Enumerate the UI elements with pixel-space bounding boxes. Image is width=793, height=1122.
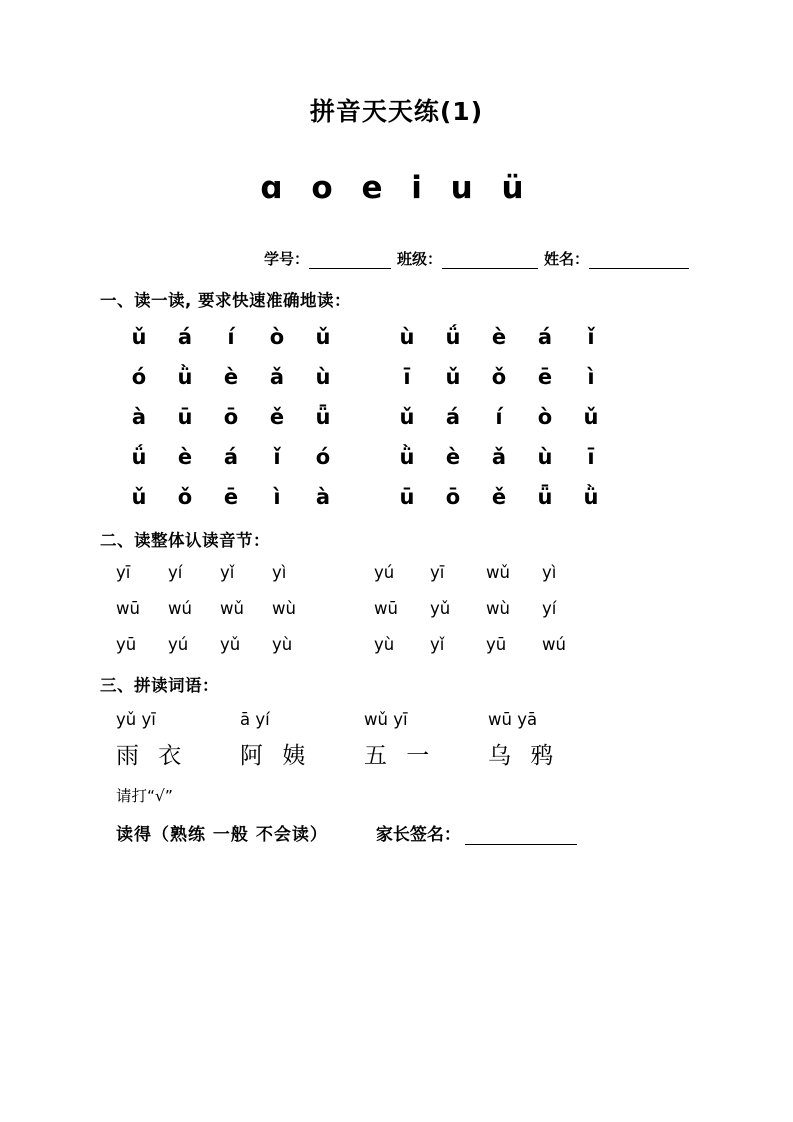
pinyin-cell: í: [227, 325, 235, 349]
section-one-rows: [100, 325, 693, 509]
pinyin-cell: à: [315, 485, 331, 509]
word-hanzi-row: [100, 737, 693, 770]
pinyin-cell: ì: [587, 365, 595, 389]
word-hanzi: 乌 鸦: [488, 743, 560, 769]
syllable-cell: wù: [272, 599, 296, 618]
pinyin-cell: ě: [269, 405, 285, 429]
syllable-cell: yú: [168, 635, 189, 654]
pinyin-cell: ó: [315, 445, 331, 469]
class-label: 班级：: [396, 250, 442, 268]
word-hanzi: 五 一: [364, 743, 436, 769]
section-two-rows: [100, 563, 693, 654]
word-pinyin-row: [100, 710, 693, 729]
syllable-cell: yǐ: [430, 635, 445, 654]
syllable-cell: wǔ: [486, 563, 510, 582]
syllable-cell: yú: [374, 563, 395, 582]
syllable-cell: yù: [374, 635, 395, 654]
syllable-cell: yǔ: [220, 635, 241, 654]
pinyin-cell: ū: [399, 485, 415, 509]
pinyin-cell: ū: [177, 405, 193, 429]
pinyin-cell: ǔ: [131, 485, 147, 509]
name-label: 姓名：: [543, 250, 589, 268]
pinyin-cell: á: [223, 445, 239, 469]
syllable-row: [116, 599, 693, 618]
pinyin-row: [116, 365, 693, 389]
pinyin-cell: á: [177, 325, 193, 349]
syllable-cell: wū: [374, 599, 398, 618]
pinyin-cell: è: [445, 445, 461, 469]
word-pinyin: ā yí: [240, 710, 270, 729]
syllable-cell: yù: [272, 635, 293, 654]
pinyin-cell: ǜ: [583, 485, 599, 509]
pinyin-cell: ǎ: [269, 365, 285, 389]
student-no-label: 学号：: [263, 250, 309, 268]
pinyin-cell: á: [537, 325, 553, 349]
pinyin-cell: ǒ: [177, 485, 193, 509]
word-pinyin: yǔ yī: [116, 710, 156, 729]
pinyin-cell: ǘ: [131, 445, 147, 469]
vowel-heading: ɑ o e i u ü: [260, 170, 533, 206]
pinyin-cell: ǜ: [177, 365, 193, 389]
pinyin-cell: ù: [399, 325, 415, 349]
syllable-cell: yǔ: [430, 599, 451, 618]
pinyin-cell: ō: [445, 485, 461, 509]
pinyin-cell: ō: [223, 405, 239, 429]
pinyin-cell: ó: [131, 365, 147, 389]
page-title: 拼音天天练(1): [309, 97, 484, 126]
signature-field[interactable]: [465, 844, 577, 845]
syllable-cell: wú: [542, 635, 566, 654]
word-pinyin: wǔ yī: [364, 710, 408, 729]
pinyin-row: [116, 405, 693, 429]
student-info-line: [100, 248, 693, 269]
pinyin-cell: è: [491, 325, 507, 349]
pinyin-cell: ǎ: [491, 445, 507, 469]
pinyin-cell: ī: [403, 365, 411, 389]
syllable-cell: wú: [168, 599, 192, 618]
signature-label: 家长签名：: [375, 825, 461, 845]
pinyin-cell: ǔ: [583, 405, 599, 429]
section-three-heading: 三、拼读词语：: [100, 676, 219, 695]
pinyin-row: [116, 325, 693, 349]
footer-row: [100, 820, 693, 845]
class-field[interactable]: [442, 268, 538, 269]
syllable-cell: yī: [116, 563, 131, 582]
syllable-cell: wū: [116, 599, 140, 618]
word-hanzi: 雨 衣: [116, 743, 188, 769]
pinyin-cell: ù: [537, 445, 553, 469]
syllable-cell: wǔ: [220, 599, 244, 618]
pinyin-cell: à: [131, 405, 147, 429]
pinyin-cell: ǔ: [131, 325, 147, 349]
pinyin-cell: ǔ: [315, 325, 331, 349]
syllable-cell: yí: [168, 563, 183, 582]
pinyin-cell: ǖ: [537, 485, 553, 509]
pinyin-cell: ǐ: [273, 445, 281, 469]
pinyin-cell: ò: [537, 405, 553, 429]
evaluation-options[interactable]: 读得（熟练 一般 不会读）: [116, 825, 328, 845]
pinyin-cell: ǒ: [491, 365, 507, 389]
pinyin-cell: ù: [315, 365, 331, 389]
pinyin-cell: ē: [537, 365, 553, 389]
syllable-cell: yǐ: [220, 563, 235, 582]
pinyin-cell: è: [223, 365, 239, 389]
pinyin-cell: ǖ: [315, 405, 331, 429]
syllable-cell: yì: [272, 563, 287, 582]
pinyin-cell: ǔ: [445, 365, 461, 389]
pinyin-cell: ǔ: [399, 405, 415, 429]
pinyin-cell: ě: [491, 485, 507, 509]
syllable-row: [116, 635, 693, 654]
syllable-cell: yī: [430, 563, 445, 582]
pinyin-cell: í: [495, 405, 503, 429]
name-field[interactable]: [589, 268, 689, 269]
pinyin-row: [116, 485, 693, 509]
pinyin-cell: ī: [587, 445, 595, 469]
student-no-field[interactable]: [309, 268, 391, 269]
section-two-heading: 二、读整体认读音节：: [100, 531, 270, 550]
pinyin-cell: ǐ: [587, 325, 595, 349]
syllable-cell: yū: [486, 635, 507, 654]
syllable-row: [116, 563, 693, 582]
section-one-heading: 一、读一读, 要求快速准确地读：: [100, 291, 352, 310]
syllable-cell: yì: [542, 563, 557, 582]
syllable-cell: wù: [486, 599, 510, 618]
syllable-cell: yū: [116, 635, 137, 654]
pinyin-cell: ǘ: [445, 325, 461, 349]
pinyin-cell: á: [445, 405, 461, 429]
word-hanzi: 阿 姨: [240, 743, 312, 769]
pinyin-cell: ò: [269, 325, 285, 349]
pinyin-cell: è: [177, 445, 193, 469]
pinyin-cell: ǜ: [399, 445, 415, 469]
pinyin-row: [116, 445, 693, 469]
pinyin-cell: ì: [273, 485, 281, 509]
pinyin-cell: ē: [223, 485, 239, 509]
check-instruction: 请打“√”: [116, 787, 173, 805]
syllable-cell: yí: [542, 599, 557, 618]
word-pinyin: wū yā: [488, 710, 538, 729]
